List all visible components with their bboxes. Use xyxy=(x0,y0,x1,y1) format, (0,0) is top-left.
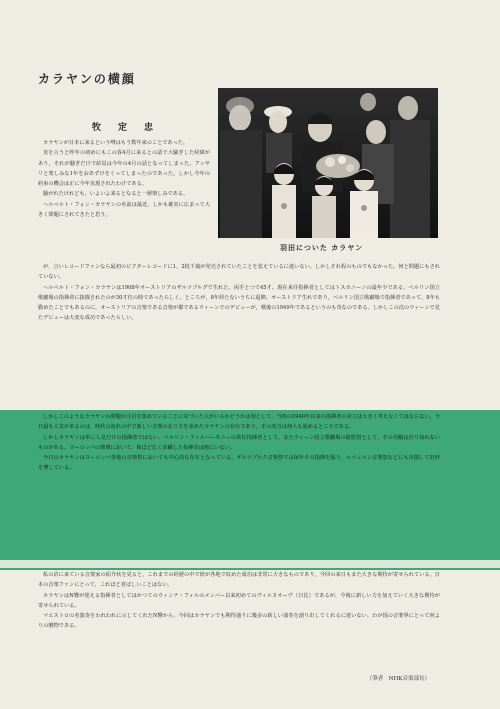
paragraph: カラヤンが日本に来るという噂はもう数年来のことであった。 xyxy=(43,140,189,146)
photo-caption: 羽田についた カラヤン xyxy=(280,243,364,252)
paragraph: 私の許に来ている音楽家の紹介状を見ると，これまでの経歴の中で彼が各地で収めた成功は非常に大きなものであり，今回の来日もまた大きな期待が寄せられている。日本の音楽ファンにとって，これほど喜ばしいことはない。 xyxy=(38,572,440,589)
left-column-text xyxy=(38,138,210,220)
author-signature: （筆者 NHK音楽部長） xyxy=(366,676,430,682)
paragraph: 騒がれたけれども，いよいよ来るとなると一層楽しみである。 xyxy=(43,191,189,198)
paragraph: 今日のカラヤンはヨーロッパ各地の音楽祭においても中心的な存在となっている。ザルツブルク音楽祭では毎年その指揮を振り，ルツェルン音楽祭などにも出演して好評を博している。 xyxy=(38,455,440,472)
article-title: カラヤンの横顔 xyxy=(38,72,136,86)
paragraph: 実を言うと昨年の初めにもこの春4月に来るとの話で大騒ぎした経緯があり，それが騒ぎだけで結局は今年の4月の話となってしまった。アッサリと楽しみな1年をおあずけをくってしまったのであった。しかし今年の約束の機会は正に今年実現されたわけである。 xyxy=(38,150,210,188)
body-text-band xyxy=(38,412,440,474)
paragraph: ヘルベルト・フォン・カラヤンの名前は最近，しかも確実に広まって大きく問題にされてきたと思う。 xyxy=(38,201,210,219)
body-text-upper xyxy=(38,262,440,324)
band-edge xyxy=(0,560,500,568)
paragraph: ヘルベルト・フォン・カラヤンは1908年オーストリアのザルツブルグで生れた。両手とつで45才。現在来任指揮者としてはトスカニーニの最年少である。ベルリン国立歌劇場の指揮者に抜擢されたのが30才位の時であったらしく，ところが，8年経たないうちに退陣。オーストリア生れであり，ベルリン国立歌劇場で指揮者であって，8年も勤めたことでもあるのに，オーストリアの音楽である音楽が都であるウィーンでのデビューが，戦後の1949年であるというのも奇なのである。しかしこの次のウィーンで見たデビューは大変な成功であったらしい。 xyxy=(38,284,440,322)
body-text-lower xyxy=(38,570,440,632)
arrival-photo xyxy=(218,88,438,238)
paragraph: が，言いレコードファンなら最初のビクターレコードに1，2枚千歳が発売されていたことを覚えているに違いない。しかしそれ程のものでもなかった。何と問題にもされていない。 xyxy=(38,264,440,281)
paragraph: しかしカラヤンは単に人気だけの指揮者ではない。ベルリン・フィルハーモニーの常任指揮者として，またウィーン国立歌劇場の総監督として，その功績は計り知れないものがある。ヨーロッパの楽壇において，彼ほど広く活躍した指揮者は他にいない。 xyxy=(38,434,440,451)
paragraph: カラヤンはN響が迎える指揮者としてはかつてのウィンナ・フィルのメンバー以来初めてのヴィルヌオーヴ（日比）であるが，今後に新しい力を加えていく大きな期待が寄せられている。 xyxy=(38,592,440,609)
paragraph: マエストロの名演奏をわれわれに示してくれたN響から，今回はカラヤンでも期待通りに幾多の新しい演奏を創り出してくれるに違いない。わが国の音楽界にとって何よりの贈物である。 xyxy=(38,613,440,630)
article-author: 牧 定 忠 xyxy=(92,123,158,133)
paragraph: しかしこのようなカラヤンの問題が注目を集めていることに気づいた人がいるかどうかは別として，当時の1940年以来の指揮者の対立は大きく考えなくてはならない。今日最も人気があるのは，時代の流れの中で新しい音楽の在り方を求めたカラヤンの存在であり，その実力は何人も認めるところである。 xyxy=(38,414,440,431)
photo-illustration xyxy=(218,88,438,238)
